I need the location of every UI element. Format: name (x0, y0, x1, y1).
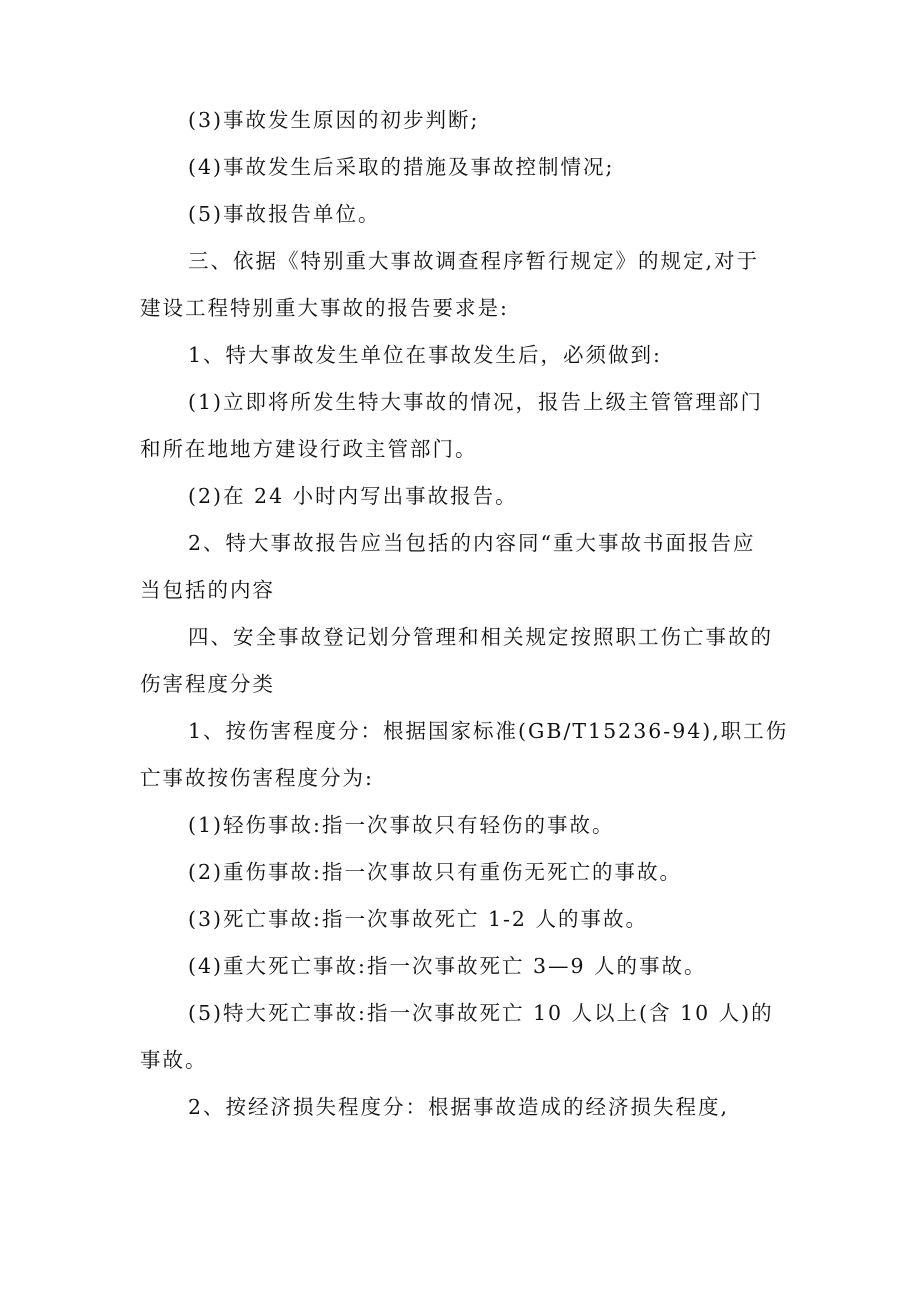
paragraph-line: 四、安全事故登记划分管理和相关规定按照职工伤亡事故的 (188, 625, 773, 649)
paragraph-line: (1)立即将所发生特大事故的情况，报告上级主管管理部门 (188, 390, 764, 414)
paragraph-point-1: 1、特大事故发生单位在事故发生后，必须做到: (188, 343, 662, 367)
paragraph-major-death: (4)重大死亡事故:指一次事故死亡 3—9 人的事故。 (188, 954, 707, 978)
paragraph-item-4: (4)事故发生后采取的措施及事故控制情况; (188, 155, 615, 179)
paragraph-section-four (140, 623, 782, 698)
paragraph-item-5: (5)事故报告单位。 (188, 202, 381, 226)
paragraph-line: 1、按伤害程度分：根据国家标准(GB/T15236-94),职工伤 (188, 719, 789, 743)
paragraph-serious-injury: (2)重伤事故:指一次事故只有重伤无死亡的事故。 (188, 860, 682, 884)
paragraph-line: 事故。 (140, 1048, 208, 1072)
paragraph-economic-loss: 2、按经济损失程度分：根据事故造成的经济损失程度, (188, 1095, 730, 1119)
paragraph-item-3: (3)事故发生原因的初步判断; (188, 108, 480, 132)
paragraph-line: 和所在地地方建设行政主管部门。 (140, 437, 478, 461)
paragraph-line: 建设工程特别重大事故的报告要求是: (140, 296, 509, 320)
paragraph-line: (5)特大死亡事故:指一次事故死亡 10 人以上(含 10 人)的 (188, 1001, 774, 1025)
paragraph-line: 亡事故按伤害程度分为: (140, 766, 374, 790)
paragraph-injury-classification (140, 717, 789, 792)
paragraph-minor-injury: (1)轻伤事故:指一次事故只有轻伤的事故。 (188, 813, 615, 837)
paragraph-line: 2、特大事故报告应当包括的内容同“重大事故书面报告应 (188, 531, 756, 555)
paragraph-subitem-1 (140, 388, 782, 463)
paragraph-point-2 (140, 529, 782, 604)
paragraph-section-three (140, 247, 782, 322)
paragraph-death: (3)死亡事故:指一次事故死亡 1-2 人的事故。 (188, 907, 648, 931)
paragraph-subitem-2: (2)在 24 小时内写出事故报告。 (188, 484, 518, 508)
paragraph-extraordinary-death (140, 999, 782, 1074)
paragraph-line: 当包括的内容 (140, 578, 275, 602)
paragraph-line: 三、依据《特别重大事故调查程序暂行规定》的规定,对于 (188, 249, 760, 273)
paragraph-line: 伤害程度分类 (140, 672, 275, 696)
